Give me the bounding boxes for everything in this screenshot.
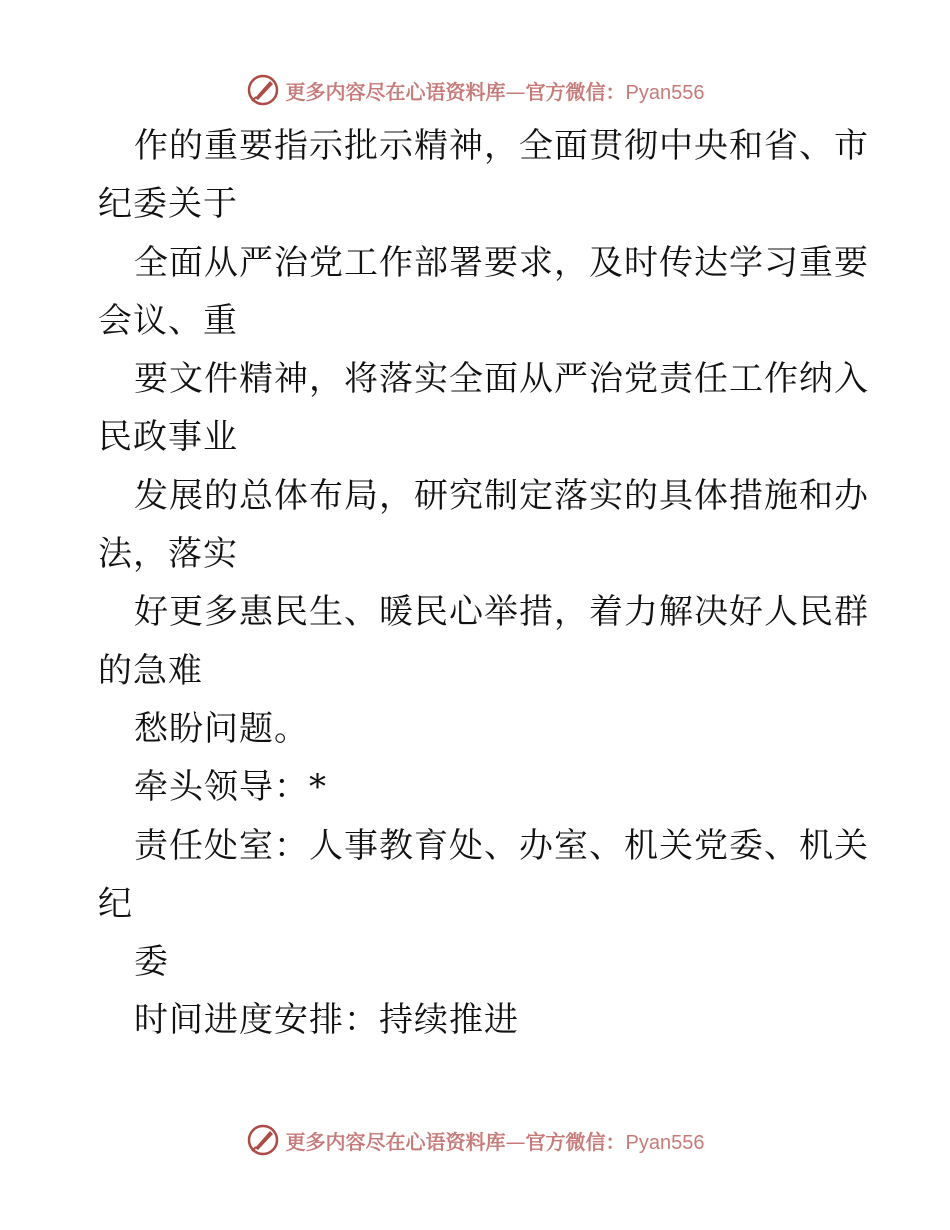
quill-logo-icon [246,1123,280,1157]
watermark-text [286,76,705,105]
text-line: 好更多惠民生、暖民心举措，着力解决好人民群 [134,592,869,633]
text-line: 全面从严治党工作部署要求，及时传达学习重要 [134,242,869,283]
header-watermark [0,70,950,110]
document-body [98,117,869,1050]
watermark-contact-label: 官方微信： [525,79,626,104]
text-line: 委 [134,942,169,983]
text-line: 发展的总体布局，研究制定落实的具体措施和办 [134,475,869,516]
text-line: 纪委关于 [98,184,238,225]
footer-watermark [0,1120,950,1160]
watermark-title: 更多内容尽在心语资料库 [285,1129,506,1154]
text-line: 责任处室：人事教育处、办室、机关党委、机关 [134,825,869,866]
watermark-separator: — [505,79,526,104]
watermark-text [286,1126,705,1155]
text-line: 牵头领导：* [134,767,327,808]
text-line: 愁盼问题。 [134,708,309,749]
text-line: 时间进度安排：持续推进 [134,1000,519,1041]
watermark-handle: Pyan556 [625,81,705,104]
text-line: 要文件精神，将落实全面从严治党责任工作纳入 [134,359,869,400]
watermark-separator: — [505,1129,526,1154]
text-line: 会议、重 [98,300,238,341]
watermark-contact-label: 官方微信： [525,1129,626,1154]
text-line: 民政事业 [98,417,238,458]
text-line: 纪 [98,883,133,924]
text-line: 的急难 [98,650,203,691]
text-line: 作的重要指示批示精神，全面贯彻中央和省、市 [134,126,869,166]
watermark-handle: Pyan556 [625,1131,705,1154]
quill-logo-icon [246,73,280,107]
text-line: 法，落实 [98,534,238,575]
watermark-title: 更多内容尽在心语资料库 [285,79,506,104]
